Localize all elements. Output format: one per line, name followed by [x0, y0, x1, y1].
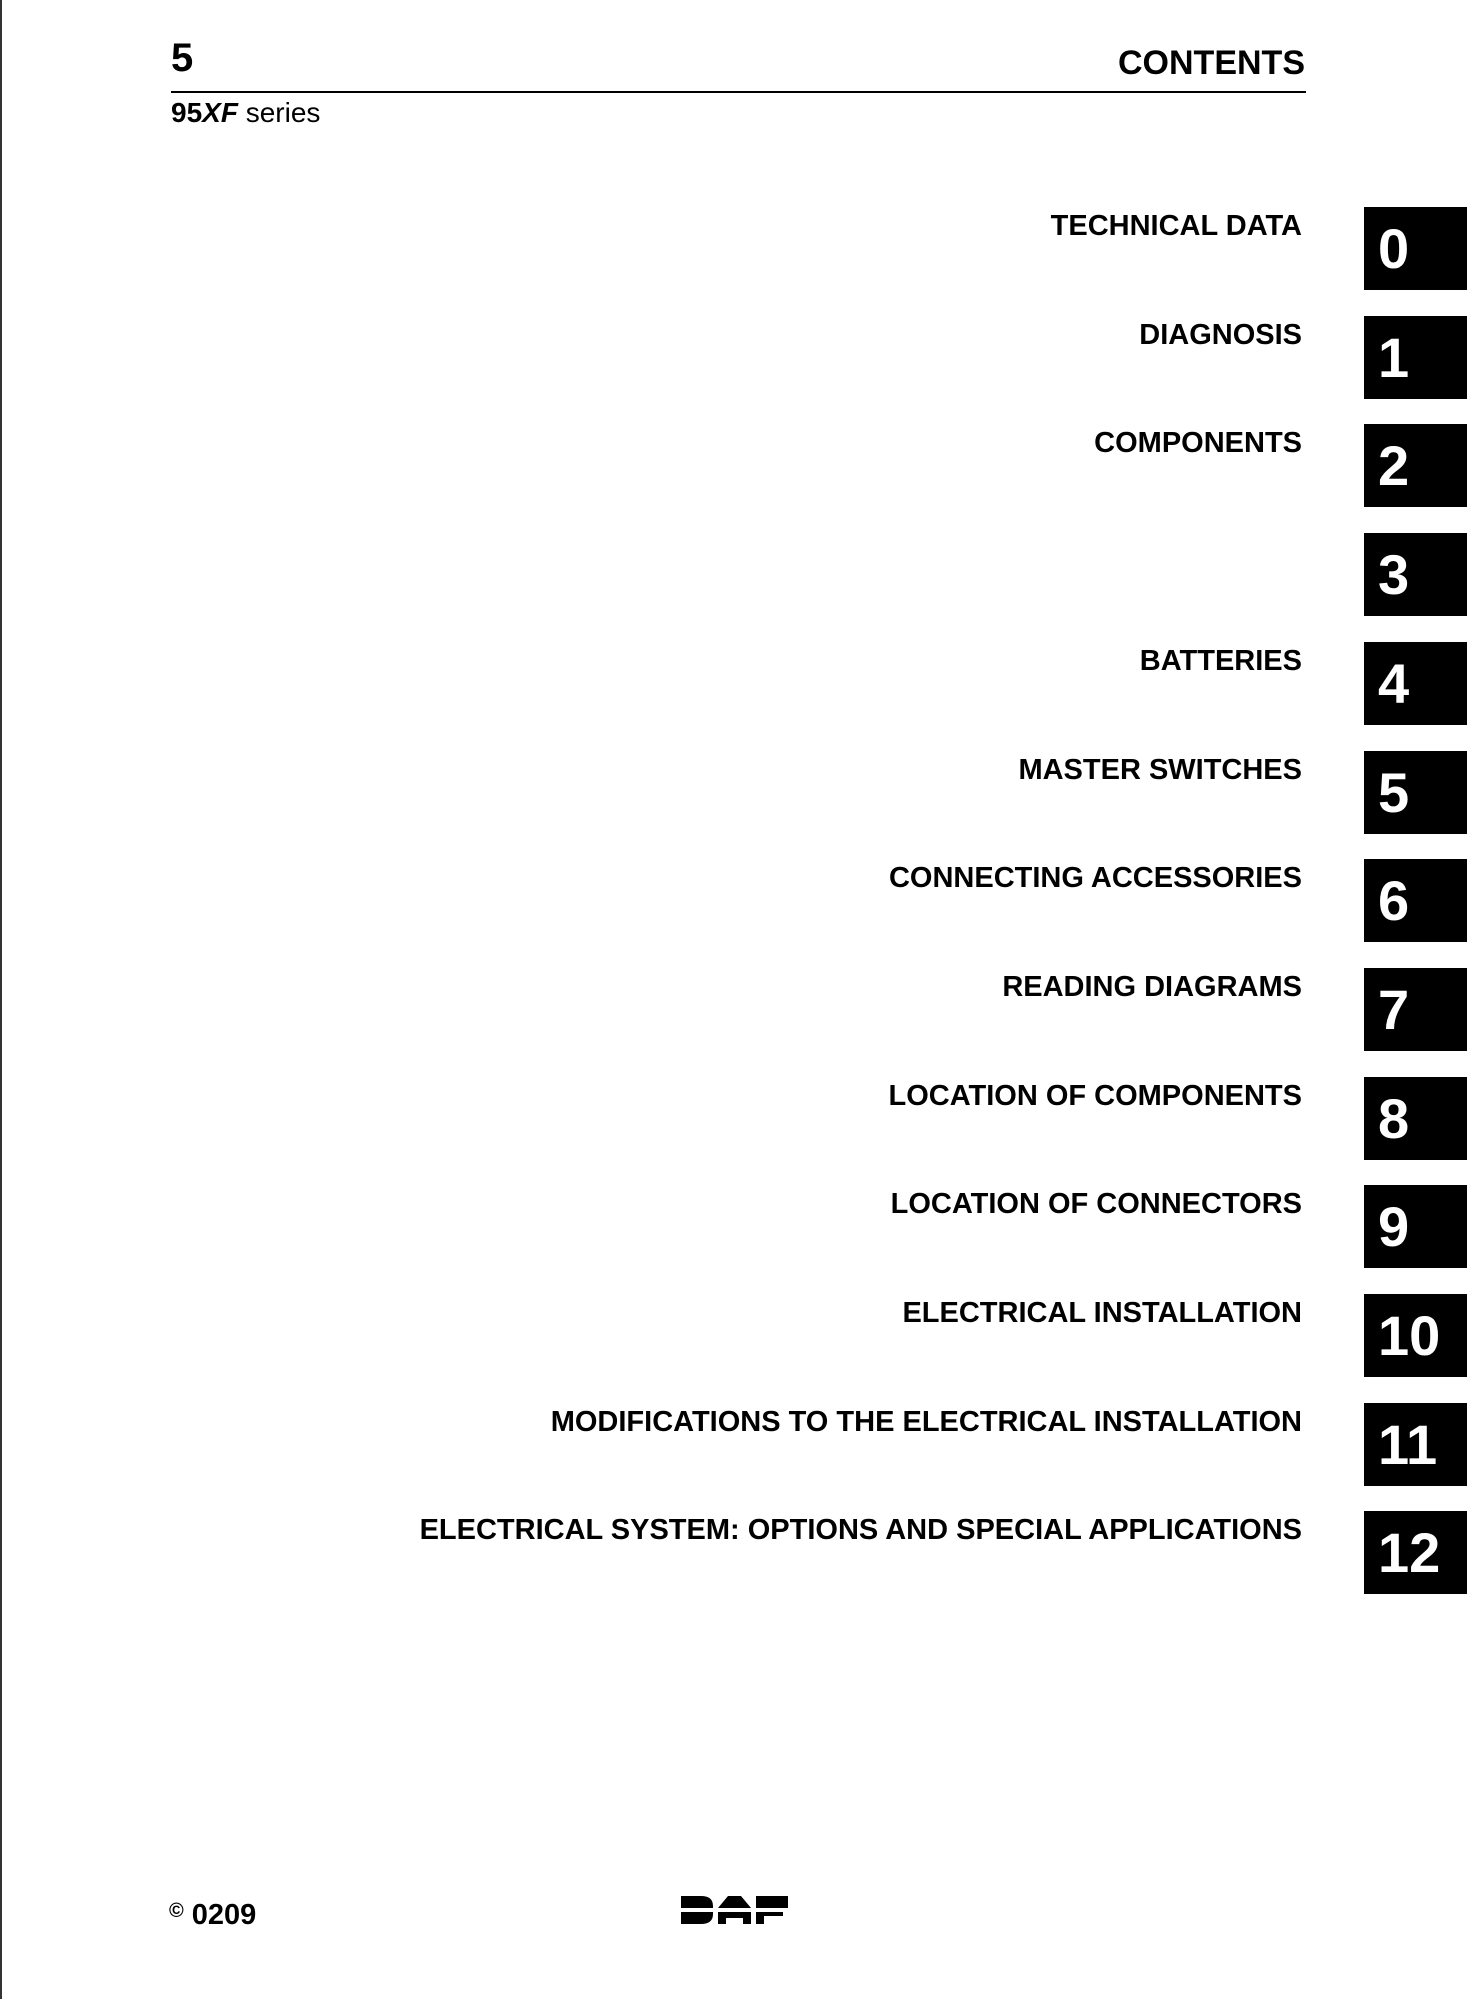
document-code: 0209: [191, 1899, 257, 1931]
toc-item-title[interactable]: CONNECTING ACCESSORIES: [888, 862, 1302, 895]
section-tab[interactable]: 2: [1364, 424, 1467, 507]
page-title: CONTENTS: [1118, 44, 1305, 82]
daf-logo: [681, 1894, 788, 1928]
toc-item-title[interactable]: ELECTRICAL INSTALLATION: [902, 1297, 1302, 1329]
copyright-symbol: ©: [169, 1900, 184, 1922]
section-tab[interactable]: 7: [1364, 968, 1467, 1051]
toc-item-title[interactable]: READING DIAGRAMS: [1002, 970, 1302, 1003]
section-tab[interactable]: 4: [1364, 642, 1467, 725]
toc-item-title[interactable]: DIAGNOSIS: [1139, 318, 1302, 351]
section-tab[interactable]: 6: [1364, 859, 1467, 942]
section-tab[interactable]: 11: [1364, 1403, 1467, 1486]
section-tab[interactable]: 0: [1364, 207, 1467, 290]
toc-item-title[interactable]: ELECTRICAL SYSTEM: OPTIONS AND SPECIAL APPLICATIONS: [419, 1514, 1302, 1547]
section-tab[interactable]: 8: [1364, 1077, 1467, 1160]
series-word: series: [237, 97, 321, 128]
section-tab[interactable]: 1: [1364, 316, 1467, 399]
toc-item-title[interactable]: LOCATION OF COMPONENTS: [888, 1079, 1302, 1112]
toc-item-title[interactable]: BATTERIES: [1139, 644, 1302, 677]
toc-item-title[interactable]: TECHNICAL DATA: [1050, 210, 1302, 242]
series-model-suffix: XF: [202, 97, 238, 128]
section-tab[interactable]: 3: [1364, 533, 1467, 616]
section-tab[interactable]: 10: [1364, 1294, 1467, 1377]
copyright: [169, 1901, 256, 1930]
section-number: 5: [171, 36, 194, 80]
section-tab[interactable]: 5: [1364, 751, 1467, 834]
toc-item-title[interactable]: LOCATION OF CONNECTORS: [890, 1188, 1302, 1221]
toc-item-title[interactable]: MODIFICATIONS TO THE ELECTRICAL INSTALLATION: [550, 1405, 1302, 1438]
series-model: 95: [171, 97, 203, 128]
section-tab[interactable]: 9: [1364, 1185, 1467, 1268]
toc-item-title[interactable]: MASTER SWITCHES: [1018, 753, 1302, 786]
toc-item-title[interactable]: COMPONENTS: [1094, 427, 1302, 460]
section-tab[interactable]: 12: [1364, 1511, 1467, 1594]
